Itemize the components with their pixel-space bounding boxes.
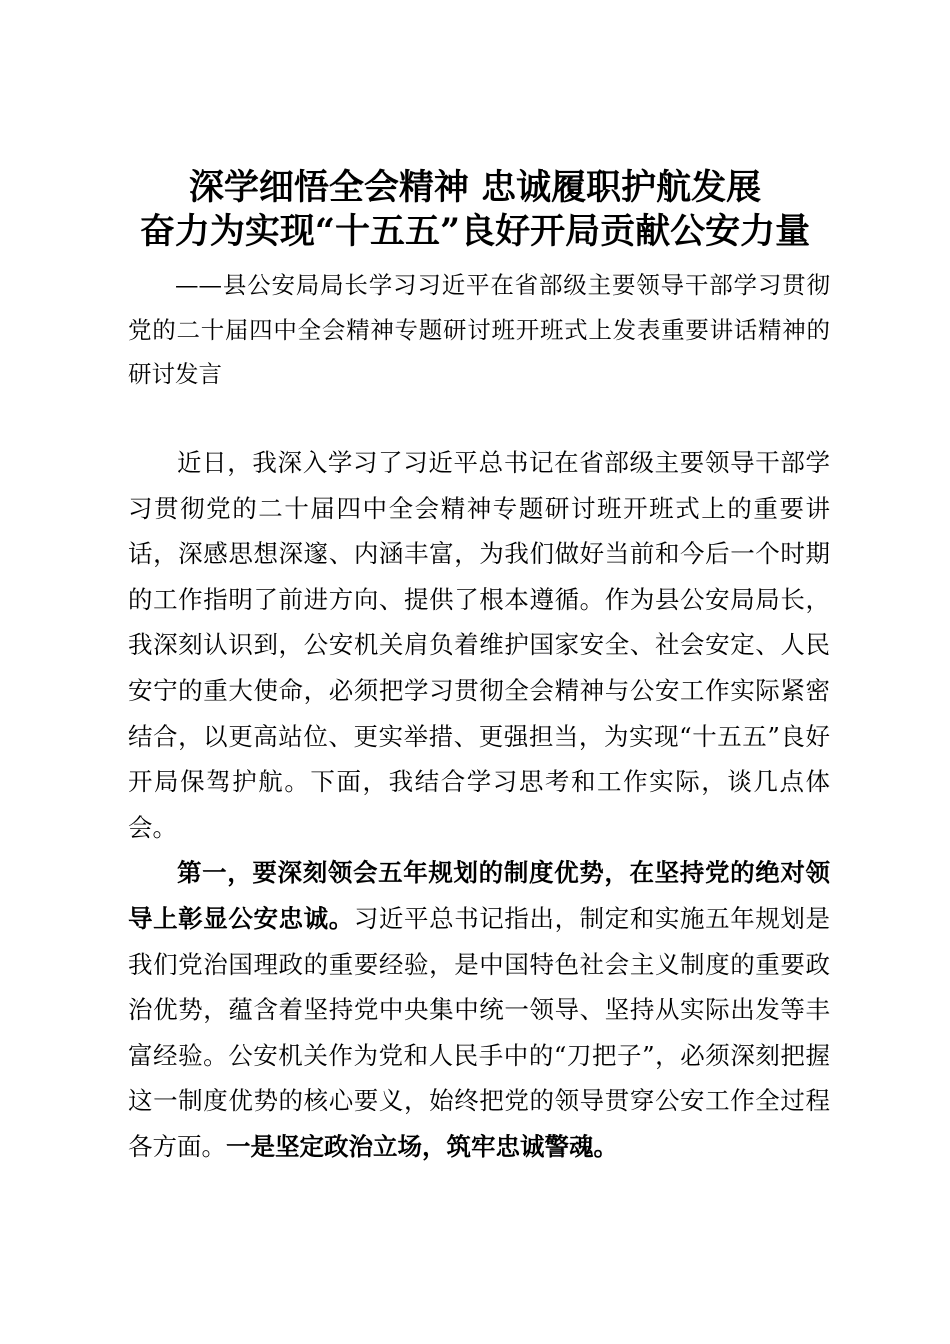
paragraph-intro: 近日，我深入学习了习近平总书记在省部级主要领导干部学习贯彻党的二十届四中全会精神专题研讨班开班式上的重要讲话，深感思想深邃、内涵丰富，为我们做好当前和今后一个时期的工作指明了前进方向、提供了根本遵循。作为县公安局局长，我深刻认识到，公安机关肩负着维护国家安全、社会安定、人民安宁的重大使命，必须把学习贯彻全会精神与公安工作实际紧密结合，以更高站位、更实举措、更强担当，为实现“十五五”良好开局保驾护航。下面，我结合学习思考和工作实际，谈几点体会。 xyxy=(128,448,830,842)
document-title-line-2: 奋力为实现“十五五”良好开局贡献公安力量 xyxy=(139,211,811,252)
document-body xyxy=(128,440,830,1170)
paragraph-first-point-heading: 第一，要深刻领会五年规划的制度优势，在坚持党的绝对领导上彰显公安忠诚。 xyxy=(128,858,830,933)
paragraph-first-point-subheading: 一是坚定政治立场，筑牢忠诚警魂。 xyxy=(226,1131,618,1161)
paragraph-first-point-text: 习近平总书记指出，制定和实施五年规划是我们党治国理政的重要经验，是中国特色社会主义制度的重要政治优势，蕴含着坚持党中央集中统一领导、坚持从实际出发等丰富经验。公安机关作为党和人民手中的“刀把子”，必须深刻把握这一制度优势的核心要义，始终把党的领导贯穿公安工作全过程各方面。 xyxy=(128,903,831,1161)
paragraph-first-point xyxy=(128,850,830,1169)
document-title-line-1: 深学细悟全会精神 忠诚履职护航发展 xyxy=(188,167,762,208)
subtitle-text: ——县公安局局长学习习近平在省部级主要领导干部学习贯彻党的二十届四中全会精神专题研讨班开班式上发表重要讲话精神的研讨发言 xyxy=(128,271,830,388)
document-subtitle xyxy=(128,263,830,397)
